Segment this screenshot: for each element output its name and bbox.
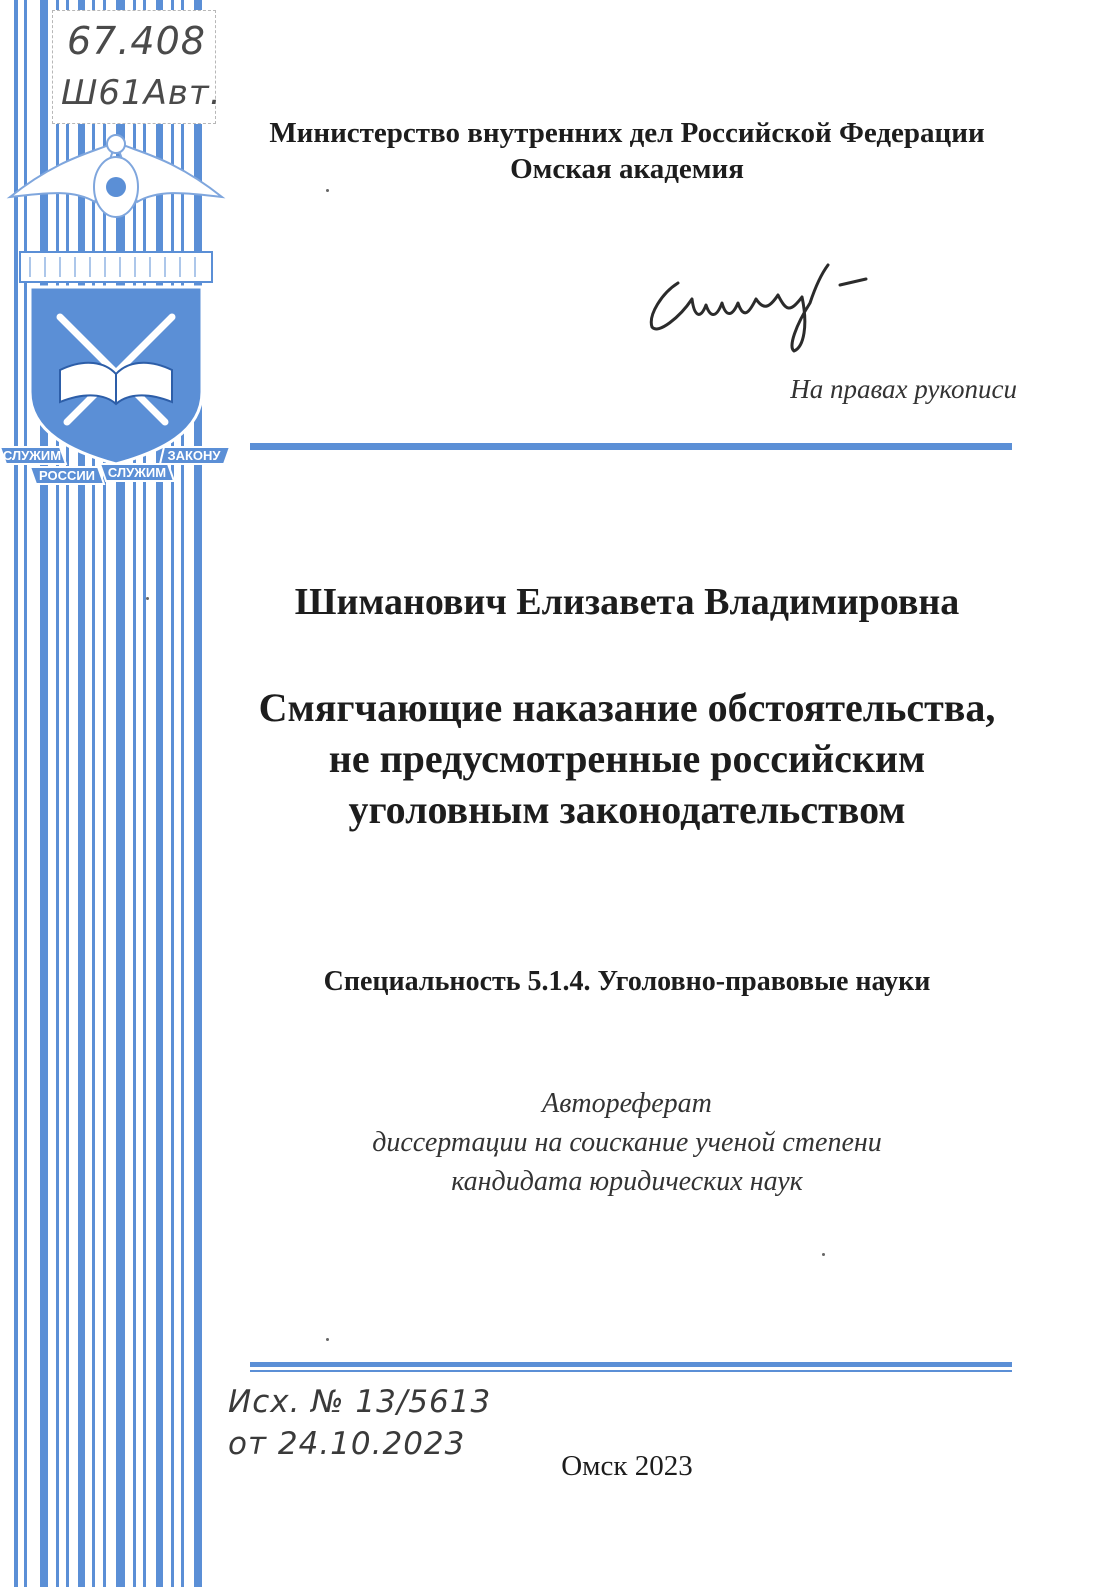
document-kind-line: Автореферат <box>542 1088 712 1119</box>
scan-speck <box>326 189 329 192</box>
signature <box>640 255 880 355</box>
author-name: Шиманович Елизавета Владимировна <box>294 581 960 623</box>
academy-emblem <box>0 112 232 502</box>
academy-name: Омская академия <box>510 153 744 185</box>
title-line: Смягчающие наказание обстоятельства, <box>258 685 996 730</box>
manuscript-note: На правах рукописи <box>790 374 1017 404</box>
registration-date: от 24.10.2023 <box>228 1426 466 1462</box>
document-kind-line: диссертации на соискание ученой степени <box>372 1127 882 1158</box>
library-code: 67.408 <box>67 19 206 63</box>
title-line: не предусмотренные российским <box>328 736 926 781</box>
scan-speck <box>146 597 149 600</box>
library-mark <box>52 10 222 124</box>
city-year: Омск 2023 <box>561 1450 693 1482</box>
document-kind-line: кандидата юридических наук <box>451 1166 803 1197</box>
specialty: Специальность 5.1.4. Уголовно-правовые науки <box>323 966 931 997</box>
registration-number: Исх. № 13/5613 <box>228 1384 492 1420</box>
library-index: Ш61Авт. <box>61 73 222 113</box>
motto-word: РОССИИ <box>38 468 96 483</box>
motto-word: ЗАКОНУ <box>167 448 221 463</box>
bottom-divider <box>250 1362 1012 1372</box>
ministry-name: Министерство внутренних дел Российской Федерации <box>269 117 985 149</box>
document-kind <box>232 1084 1022 1201</box>
institution-header <box>232 115 1022 187</box>
motto-word: СЛУЖИМ <box>107 465 167 480</box>
top-divider <box>250 440 1012 450</box>
dissertation-title <box>232 682 1022 835</box>
motto-word: СЛУЖИМ <box>2 448 62 463</box>
scan-speck <box>822 1253 825 1256</box>
title-line: уголовным законодательством <box>348 787 906 832</box>
scan-speck <box>326 1338 329 1341</box>
